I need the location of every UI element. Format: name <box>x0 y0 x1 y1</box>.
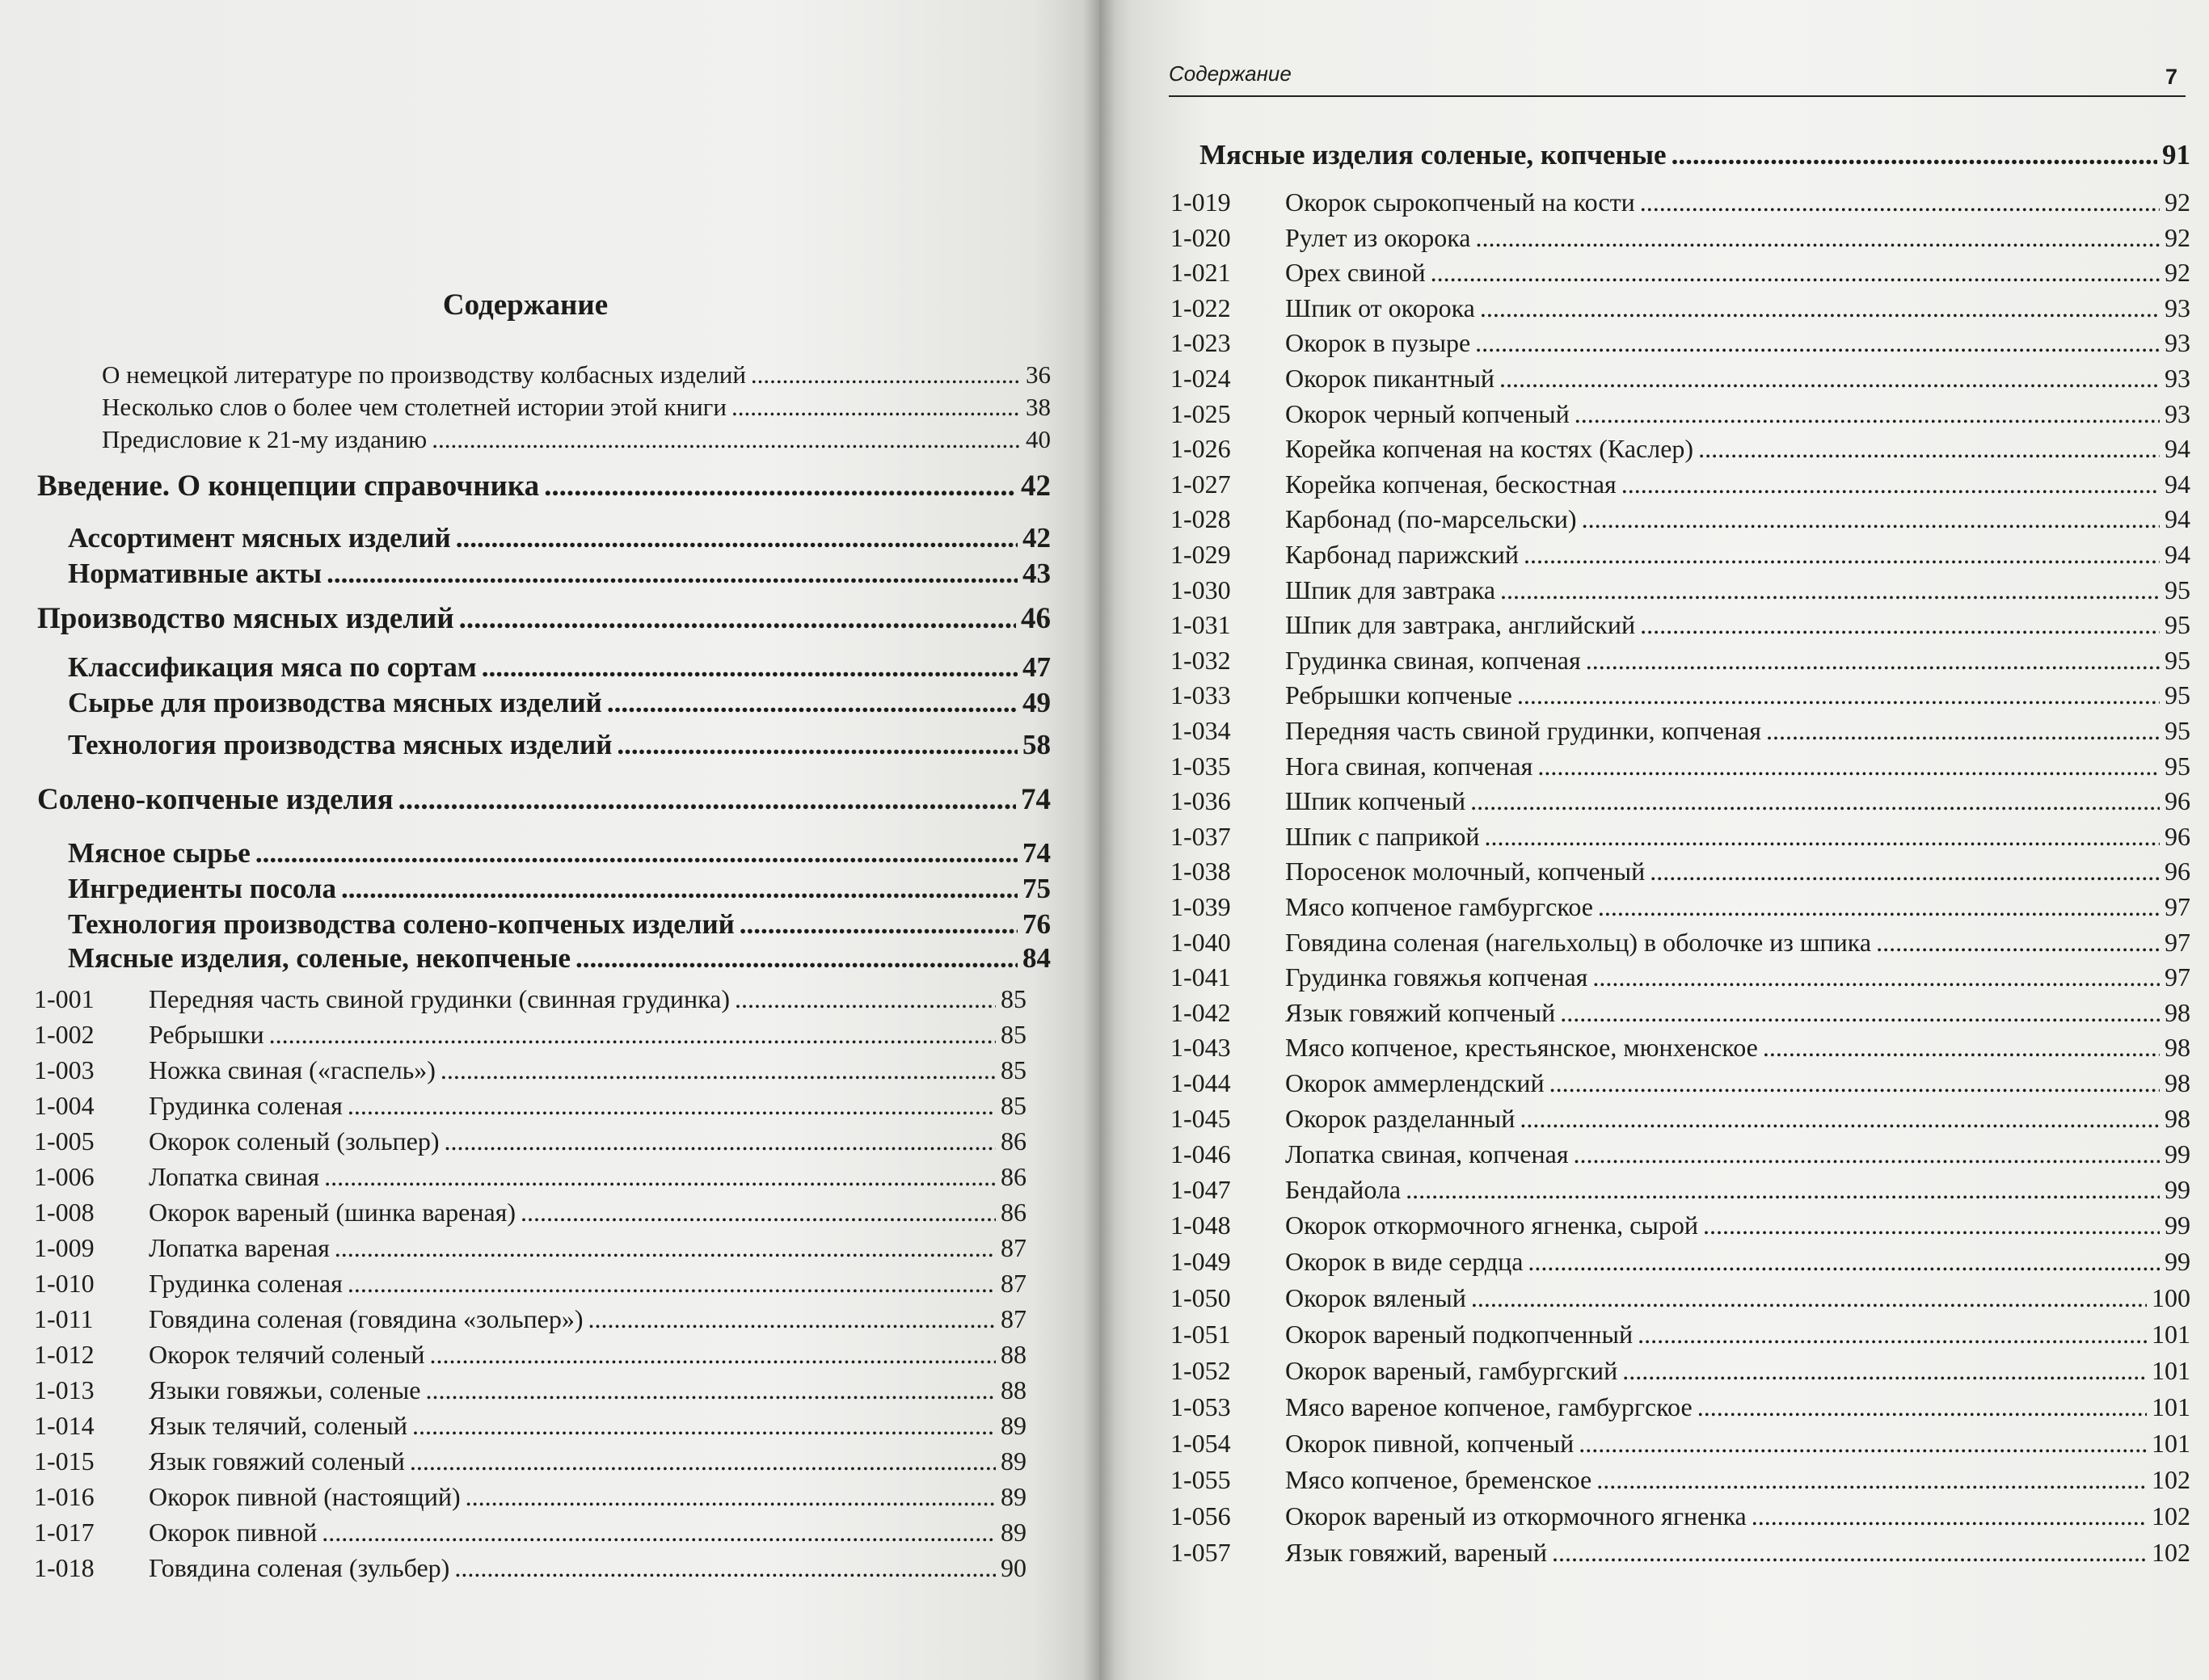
toc-item: 1-015 Язык говяжий соленый ..... 89 <box>34 1446 1027 1476</box>
toc-item: 1-019 Окорок сырокопченый на кости ..... 92 <box>1170 187 2190 217</box>
toc-subsection: Ассортимент мясных изделий ..... 42 <box>68 522 1051 554</box>
toc-item: 1-023 Окорок в пузыре ..... 93 <box>1170 328 2190 358</box>
running-head-title: Содержание <box>1169 61 1292 86</box>
toc-item: 1-056 Окорок вареный из откормочного ягненка ..... 102 <box>1170 1501 2190 1531</box>
toc-item: 1-002 Ребрышки ..... 85 <box>34 1020 1027 1050</box>
toc-subsection: Ингредиенты посола ..... 75 <box>68 873 1051 905</box>
toc-item: 1-004 Грудинка соленая ..... 85 <box>34 1091 1027 1121</box>
toc-item: 1-013 Языки говяжьи, соленые ..... 88 <box>34 1375 1027 1405</box>
toc-item: 1-006 Лопатка свиная ..... 86 <box>34 1162 1027 1192</box>
toc-item: 1-017 Окорок пивной ..... 89 <box>34 1518 1027 1547</box>
toc-item: 1-032 Грудинка свиная, копченая ..... 95 <box>1170 646 2190 676</box>
toc-item: 1-018 Говядина соленая (зульбер) ..... 90 <box>34 1553 1027 1583</box>
toc-item: 1-033 Ребрышки копченые ..... 95 <box>1170 680 2190 710</box>
toc-item: 1-042 Язык говяжий копченый ..... 98 <box>1170 998 2190 1028</box>
toc-section: Введение. О концепции справочника ..... 42 <box>37 469 1051 503</box>
toc-subsection: Нормативные акты ..... 43 <box>68 558 1051 590</box>
toc-item: 1-052 Окорок вареный, гамбургский ..... 101 <box>1170 1356 2190 1386</box>
toc-item: 1-021 Орех свиной ..... 92 <box>1170 258 2190 288</box>
toc-entry: Несколько слов о более чем столетней истории этой книги ..... 38 <box>102 393 1051 422</box>
toc-item: 1-037 Шпик с паприкой ..... 96 <box>1170 822 2190 852</box>
toc-subsection: Мясные изделия, соленые, некопченые ..... 84 <box>68 942 1051 975</box>
toc-item: 1-003 Ножка свиная («гаспель») ..... 85 <box>34 1055 1027 1085</box>
toc-section: Солено-копченые изделия ..... 74 <box>37 782 1051 817</box>
toc-subsection: Сырье для производства мясных изделий ..... 49 <box>68 687 1051 719</box>
toc-item: 1-027 Корейка копченая, бескостная ..... 94 <box>1170 469 2190 499</box>
toc-entry: О немецкой литературе по производству колбасных изделий ..... 36 <box>102 360 1051 389</box>
toc-subsection: Мясное сырье ..... 74 <box>68 837 1051 869</box>
toc-item: 1-057 Язык говяжий, вареный ..... 102 <box>1170 1538 2190 1568</box>
toc-item: 1-048 Окорок откормочного ягненка, сырой ..... 99 <box>1170 1211 2190 1240</box>
toc-item: 1-026 Корейка копченая на костях (Каслер) ..... 94 <box>1170 434 2190 464</box>
toc-item: 1-044 Окорок аммерлендский ..... 98 <box>1170 1068 2190 1098</box>
toc-item: 1-014 Язык телячий, соленый ..... 89 <box>34 1411 1027 1441</box>
toc-item: 1-039 Мясо копченое гамбургское ..... 97 <box>1170 892 2190 922</box>
toc-item: 1-041 Грудинка говяжья копченая ..... 97 <box>1170 962 2190 992</box>
toc-item: 1-046 Лопатка свиная, копченая ..... 99 <box>1170 1139 2190 1169</box>
toc-entry: Предисловие к 21-му изданию ..... 40 <box>102 425 1051 454</box>
toc-item: 1-020 Рулет из окорока ..... 92 <box>1170 223 2190 253</box>
toc-item: 1-049 Окорок в виде сердца ..... 99 <box>1170 1247 2190 1277</box>
toc-item: 1-022 Шпик от окорока ..... 93 <box>1170 293 2190 323</box>
toc-section: Производство мясных изделий ..... 46 <box>37 601 1051 636</box>
toc-item: 1-024 Окорок пикантный ..... 93 <box>1170 364 2190 394</box>
toc-item: 1-051 Окорок вареный подкопченный ..... 101 <box>1170 1320 2190 1349</box>
toc-item: 1-034 Передняя часть свиной грудинки, копченая ..... 95 <box>1170 716 2190 746</box>
toc-item: 1-008 Окорок вареный (шинка вареная) ..... 86 <box>34 1198 1027 1227</box>
toc-subsection: Технология производства мясных изделий ..... 58 <box>68 729 1051 761</box>
toc-item: 1-055 Мясо копченое, бременское ..... 102 <box>1170 1465 2190 1495</box>
toc-section: Мясные изделия соленые, копченые ..... 91 <box>1199 139 2190 171</box>
toc-item: 1-047 Бендайола ..... 99 <box>1170 1175 2190 1205</box>
page-number: 7 <box>2165 65 2177 89</box>
toc-item: 1-038 Поросенок молочный, копченый ..... 96 <box>1170 857 2190 886</box>
toc-item: 1-016 Окорок пивной (настоящий) ..... 89 <box>34 1482 1027 1512</box>
toc-item: 1-031 Шпик для завтрака, английский ..... 95 <box>1170 610 2190 640</box>
toc-item: 1-025 Окорок черный копченый ..... 93 <box>1170 399 2190 429</box>
book-gutter <box>1083 0 1115 1680</box>
left-page <box>0 0 1099 1680</box>
toc-item: 1-053 Мясо вареное копченое, гамбургское ..... 101 <box>1170 1392 2190 1422</box>
toc-item: 1-030 Шпик для завтрака ..... 95 <box>1170 575 2190 605</box>
toc-item: 1-011 Говядина соленая (говядина «зольпер») ..... 87 <box>34 1304 1027 1334</box>
toc-item: 1-029 Карбонад парижский ..... 94 <box>1170 540 2190 570</box>
toc-subsection: Классификация мяса по сортам ..... 47 <box>68 651 1051 684</box>
toc-item: 1-012 Окорок телячий соленый ..... 88 <box>34 1340 1027 1370</box>
toc-item: 1-050 Окорок вяленый ..... 100 <box>1170 1283 2190 1313</box>
toc-item: 1-005 Окорок соленый (зольпер) ..... 86 <box>34 1126 1027 1156</box>
toc-item: 1-001 Передняя часть свиной грудинки (свинная грудинка) ..... 85 <box>34 984 1027 1014</box>
toc-item: 1-043 Мясо копченое, крестьянское, мюнхенское ..... 98 <box>1170 1033 2190 1063</box>
toc-item: 1-010 Грудинка соленая ..... 87 <box>34 1269 1027 1299</box>
toc-item: 1-028 Карбонад (по-марсельски) ..... 94 <box>1170 504 2190 534</box>
toc-item: 1-036 Шпик копченый ..... 96 <box>1170 786 2190 816</box>
toc-item: 1-035 Нога свиная, копченая ..... 95 <box>1170 752 2190 781</box>
toc-item: 1-009 Лопатка вареная ..... 87 <box>34 1233 1027 1263</box>
running-head <box>1169 61 2186 97</box>
toc-item: 1-040 Говядина соленая (нагельхольц) в оболочке из шпика ..... 97 <box>1170 928 2190 958</box>
toc-item: 1-054 Окорок пивной, копченый ..... 101 <box>1170 1429 2190 1459</box>
toc-subsection: Технология производства солено-копченых изделий ..... 76 <box>68 908 1051 941</box>
page-title: Содержание <box>442 288 609 322</box>
toc-item: 1-045 Окорок разделанный ..... 98 <box>1170 1104 2190 1134</box>
